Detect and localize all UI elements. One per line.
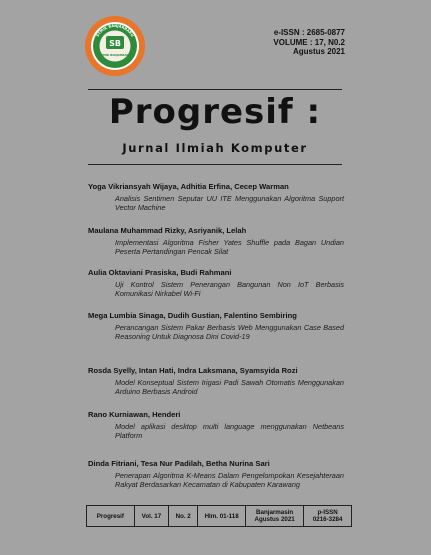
article-authors: Mega Lumbia Sinaga, Dudih Gustian, Falentino Sembiring [88,311,297,320]
article-title: Penerapan Algoritma K-Means Dalam Pengelompokan Kesejahteraan Rakyat Berdasarkan Kecamatan di Kabupaten Karawang [115,471,344,490]
article-authors: Maulana Muhammad Rizky, Asriyanik, Lelah [88,226,247,235]
article-authors: Aulia Oktaviani Prasiska, Budi Rahmani [88,268,232,277]
journal-subtitle: Jurnal Ilmiah Komputer [122,141,308,155]
article-item [88,366,344,397]
article-item [88,268,344,299]
article-item [88,410,344,441]
volume-text: VOLUME : 17, N0.2 [273,37,345,47]
eissn-text: e-ISSN : 2685-0877 [273,28,345,37]
article-item [88,311,344,342]
stmik-logo [84,15,146,77]
issue-footer-table [86,505,352,527]
logo-center-text: SB [109,39,121,48]
title-top-rule [88,89,342,90]
footer-journal: Progresif [87,506,135,527]
article-title: Model aplikasi desktop multi language menggunakan Netbeans Platform [115,422,344,441]
article-title: Implementasi Algoritma Fisher Yates Shuffle pada Bagan Undian Peserta Pertandingan Pencak Silat [115,238,344,257]
article-authors: Rosda Syelly, Intan Hati, Indra Laksmana, Syamsyida Rozi [88,366,298,375]
issue-date-text: Agustus 2021 [292,47,345,56]
footer-pissn-label: p-ISSN [317,509,338,516]
article-title: Perancangan Sistem Pakar Berbasis Web Menggunakan Case Based Reasoning Untuk Diagnosa Dini Covid-19 [115,323,344,342]
article-item [88,226,344,257]
article-item [88,459,344,490]
logo-bottom-text: STMIK BANJARBARU [99,53,131,57]
footer-place: Banjarmasin [256,509,294,516]
title-bottom-rule [88,164,342,165]
footer-pissn-value: 0216-3284 [312,516,343,523]
article-authors: Dinda Fitriani, Tesa Nur Padilah, Betha Nurina Sari [88,459,270,468]
footer-pages: Hlm. 01-118 [198,506,246,527]
article-title: Analisis Sentimen Seputar UU ITE Menggunakan Algoritma Support Vector Machine [115,194,344,213]
footer-pissn [304,506,352,527]
footer-place-date [245,506,303,527]
issue-meta [273,28,345,57]
footer-number: No. 2 [169,506,198,527]
logo-emblem-icon [84,15,146,77]
article-authors: Yoga Vikriansyah Wijaya, Adhitia Erfina, Cecep Warman [88,182,289,191]
article-title: Model Konseptual Sistem Irigasi Padi Sawah Otomatis Menggunakan Arduino Berbasis Android [115,378,344,397]
article-authors: Rano Kurniawan, Henderi [88,410,181,419]
footer-volume: Vol. 17 [134,506,168,527]
article-title: Uji Kontrol Sistem Penerangan Bangunan Non IoT Berbasis Komunikasi Nirkabel Wi-Fi [115,280,344,299]
footer-month: Agustus 2021 [254,516,295,523]
logo-ring-text: STMIK BANJARBARU [95,23,135,38]
article-item [88,182,344,213]
journal-title: Progresif : [108,92,322,132]
